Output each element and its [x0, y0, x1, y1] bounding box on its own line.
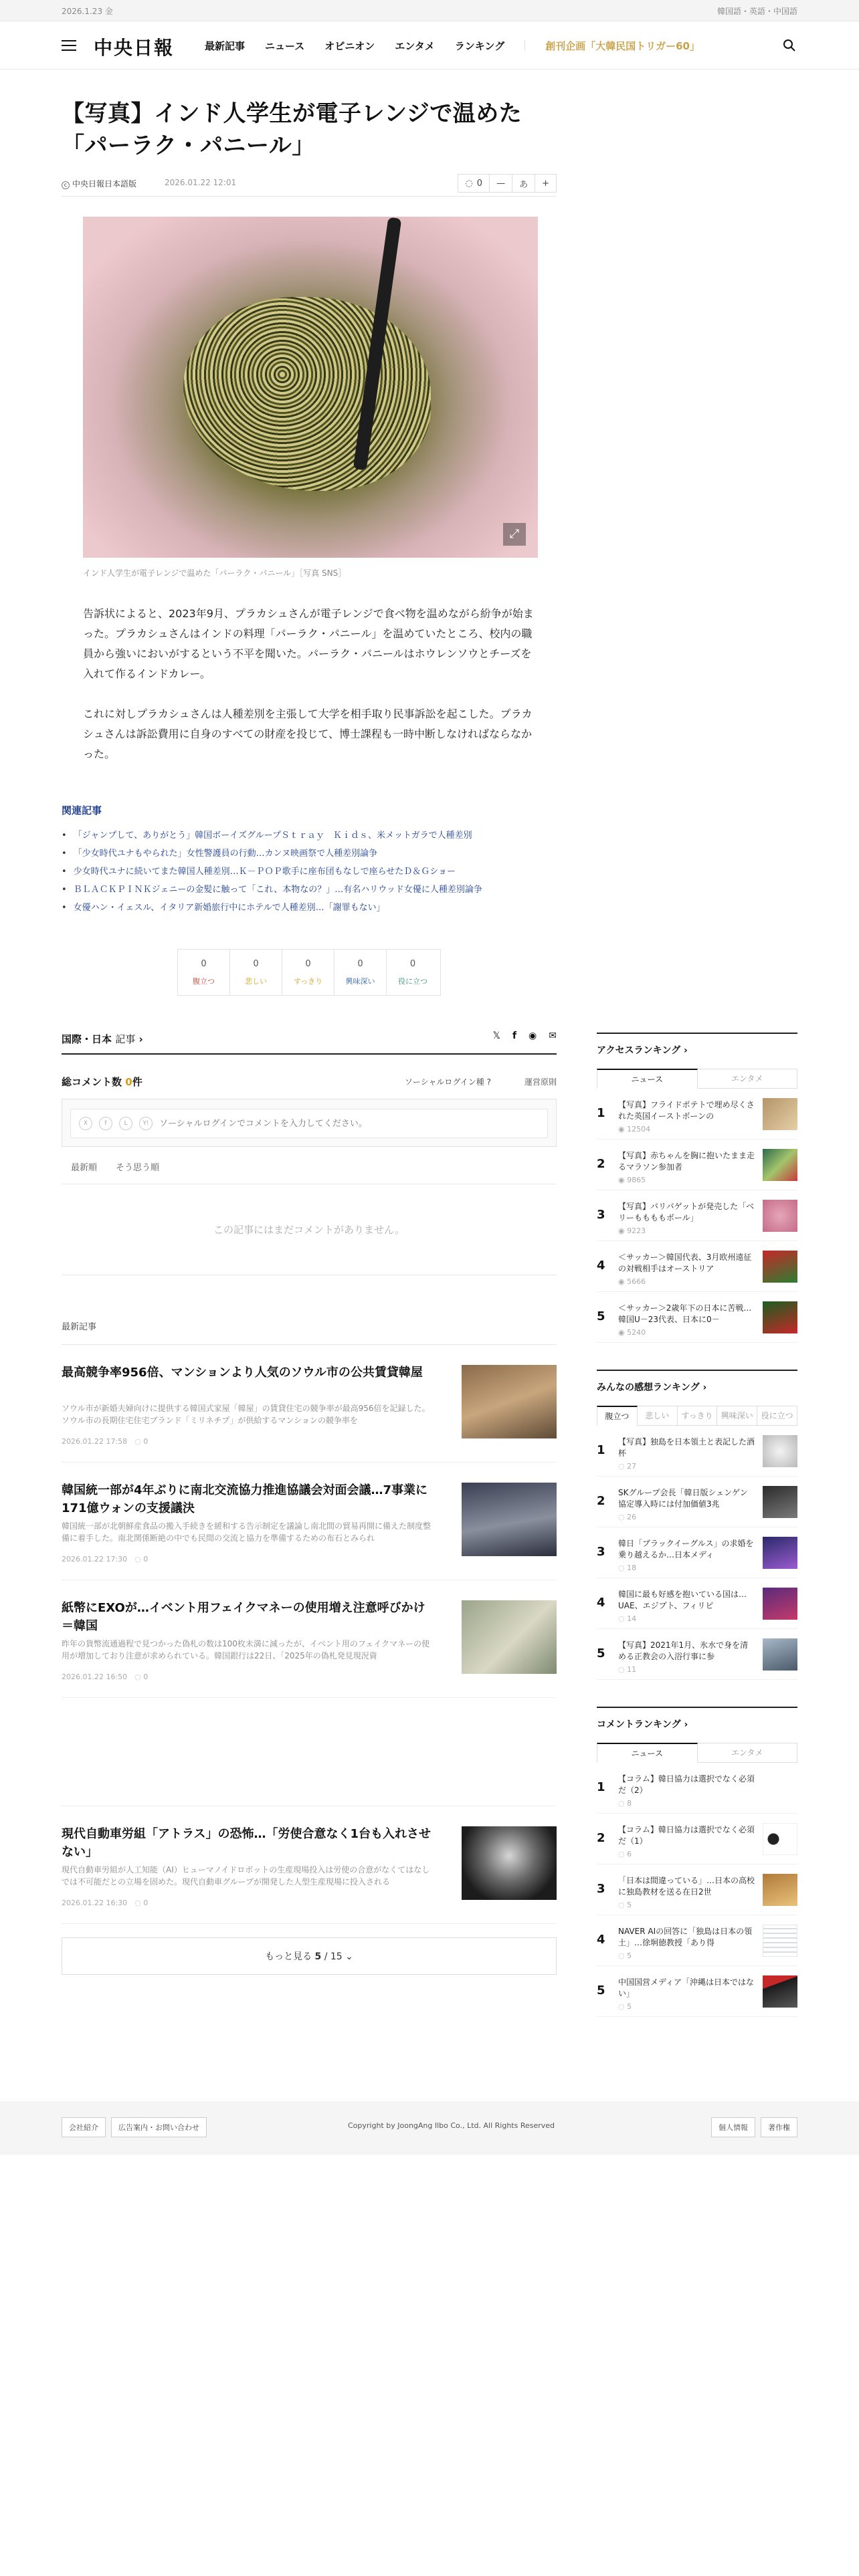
ranking-item[interactable]	[597, 1241, 797, 1292]
eye-icon: ◉	[618, 1226, 625, 1235]
emotion-count: 0	[357, 959, 363, 969]
article-source-name: 中央日報日本語版	[72, 179, 137, 189]
story-title[interactable]: 最高競争率956倍、マンションより人気のソウル市の公共賃貸韓屋	[62, 1366, 423, 1380]
comment-icon: ◌	[465, 178, 473, 189]
story-date-text: 2026.01.22 17:30	[62, 1555, 128, 1564]
comment-icon: ◌	[618, 1901, 625, 1909]
top-utility-bar	[0, 0, 859, 21]
rank-title[interactable]: SKグループ会長「韓日版シェンゲン協定導入時には付加価値3兆	[618, 1488, 748, 1509]
rank-views	[618, 1564, 636, 1572]
eye-icon: ◉	[618, 1328, 625, 1337]
tab-angry[interactable]: 腹立つ	[597, 1406, 638, 1426]
ranking-item[interactable]	[597, 1629, 797, 1680]
story-date	[62, 1671, 148, 1682]
chevron-right-icon: ›	[702, 1382, 707, 1393]
rank-title[interactable]: ＜サッカー＞韓国代表、3月欧州遠征の対戦相手はオーストリア	[618, 1253, 752, 1273]
rank-views-count: 27	[627, 1462, 637, 1471]
rank-views-count: 8	[627, 1799, 632, 1808]
rank-number: 1	[597, 1443, 605, 1457]
story-thumbnail[interactable]	[462, 1600, 557, 1674]
share-buttons	[493, 1031, 557, 1041]
story-date	[62, 1436, 148, 1446]
article-paragraph: これに対しプラカシュさんは人種差別を主張して大学を相手取り民事訴訟を起こした。プラカシュさんは訴訟費用に自身のすべての財産を投じて、博士課程も一時中断しなければならなかった。	[83, 708, 533, 760]
more-total: / 15	[324, 1951, 343, 1962]
access-ranking	[597, 1033, 797, 1343]
emotion-count: 0	[201, 959, 207, 969]
rank-number: 1	[597, 1106, 605, 1120]
rank-thumbnail[interactable]	[763, 1486, 797, 1518]
rank-title[interactable]: 韓日「ブラックイーグルス」の求婚を乗り越えるか…日本メディ	[618, 1539, 754, 1560]
latest-label: 最新記事	[62, 1319, 557, 1345]
access-ranking-title-text: アクセスランキング	[597, 1045, 681, 1056]
rank-thumbnail[interactable]	[763, 1874, 797, 1906]
comment-total-label: 総コメント数	[62, 1076, 122, 1088]
rank-thumbnail[interactable]	[763, 1098, 797, 1130]
related-title: 関連記事	[62, 804, 102, 817]
story-comment-count: 0	[143, 1437, 149, 1446]
rank-views-count: 11	[627, 1665, 637, 1674]
story-thumbnail[interactable]	[462, 1483, 557, 1556]
rank-number: 3	[597, 1545, 605, 1559]
article-meta	[62, 174, 557, 197]
rank-title[interactable]: 「日本は間違っている」…日本の高校に独島教材を送る在日2世	[618, 1876, 755, 1897]
eye-icon: ◉	[618, 1125, 625, 1134]
rank-views	[618, 2002, 632, 2011]
photo-caption: インド人学生が電子レンジで温めた「パーラク・パニール」［写真 SNS］	[83, 568, 347, 578]
sort-agree[interactable]: そう思う順	[116, 1163, 160, 1173]
rank-title[interactable]: 【写真】パリパゲットが発売した「ベリーももももボール」	[618, 1202, 755, 1222]
nav-promo[interactable]: 創刊企画「大韓民国トリガー60」	[545, 40, 700, 52]
rank-title[interactable]: 【写真】独島を日本領土と表記した酒杯	[618, 1437, 755, 1458]
rank-views	[618, 1799, 632, 1808]
article-photo	[83, 217, 538, 558]
footer-right-links	[711, 2117, 797, 2137]
rank-number: 4	[597, 1933, 605, 1947]
emotion-ranking-title[interactable]	[597, 1370, 797, 1396]
emotion-ranking	[597, 1370, 797, 1680]
rank-views-count: 9223	[627, 1226, 646, 1235]
comment-header	[62, 1071, 557, 1091]
comment-icon: ◌	[618, 1799, 625, 1808]
comment-input-wrap	[70, 1109, 548, 1138]
article-body	[83, 604, 538, 764]
site-footer	[0, 2101, 859, 2155]
rank-views	[618, 1176, 646, 1184]
ranking-item[interactable]	[597, 1814, 797, 1864]
rank-number: 3	[597, 1882, 605, 1896]
comment-icon: ◌	[134, 1673, 141, 1681]
tab-sad[interactable]: 悲しい	[638, 1406, 678, 1426]
policy-link[interactable]: 運営原則	[524, 1077, 557, 1087]
rank-title[interactable]: 【コラム】韓日協力は選択でなく必須だ（2）	[618, 1774, 755, 1795]
category-bar	[62, 1021, 557, 1055]
rank-views	[618, 1513, 636, 1521]
story-comment-count: 0	[143, 1673, 149, 1681]
rank-title[interactable]: 【写真】フライドポテトで埋め尽くされた英国イーストボーンの	[618, 1100, 755, 1121]
rank-title[interactable]: 【写真】赤ちゃんを胸に抱いたまま走るマラソン参加者	[618, 1151, 755, 1172]
site-header	[0, 21, 859, 70]
rank-number: 2	[597, 1494, 605, 1508]
nav-latest[interactable]: 最新記事	[205, 40, 246, 52]
tab-entertainment[interactable]: エンタメ	[698, 1069, 798, 1089]
emotion-ranking-title-text: みんなの感想ランキング	[597, 1382, 700, 1393]
comment-ranking-tabs	[597, 1743, 797, 1763]
emotion-count: 0	[305, 959, 311, 969]
tab-interesting[interactable]: 興味深い	[717, 1406, 757, 1426]
story-thumbnail[interactable]	[462, 1826, 557, 1900]
nav-news[interactable]: ニュース	[265, 40, 305, 52]
comment-icon: ◌	[618, 1951, 625, 1960]
social-login-label: ソーシャルログイン種	[404, 1077, 484, 1087]
menu-icon[interactable]	[62, 40, 76, 51]
rank-number: 4	[597, 1259, 605, 1273]
rank-views-count: 6	[627, 1850, 632, 1858]
rank-views-count: 14	[627, 1614, 637, 1623]
latest-story[interactable]	[62, 1806, 557, 1924]
related-link[interactable]: 女優ハン・イェスル、イタリア新婚旅行中にホテルで人種差別…「謝罪もない」	[73, 903, 385, 913]
rank-views-count: 5666	[627, 1277, 646, 1286]
emotion-label: 悲しい	[245, 977, 267, 986]
article-title: 【写真】インド人学生が電子レンジで温めた「パーラク・パニール」	[62, 100, 522, 159]
related-articles	[62, 803, 557, 917]
comment-icon: ◌	[134, 1437, 141, 1446]
ranking-item[interactable]	[597, 1864, 797, 1915]
footer-left-links	[62, 2117, 207, 2137]
rank-views-count: 9865	[627, 1176, 646, 1184]
rank-number: 1	[597, 1780, 605, 1794]
rank-views	[618, 1901, 632, 1909]
latest-story[interactable]	[62, 1580, 557, 1698]
latest-story[interactable]	[62, 1345, 557, 1463]
facebook-login-icon[interactable]: f	[99, 1117, 112, 1130]
comment-sort	[62, 1160, 557, 1184]
rank-views-count: 5240	[627, 1328, 646, 1337]
rank-number: 3	[597, 1208, 605, 1222]
x-share-icon[interactable]: 𝕏	[492, 1031, 500, 1041]
related-link[interactable]: ＢＬＡＣＫＰＩＮＫジェニーの金髪に触って「これ、本物なの？」…有名ハリウッド女優に人種差別論争	[73, 885, 482, 895]
font-size-indicator: あ	[512, 174, 535, 193]
rank-title[interactable]: NAVER AIの回答に「独島は日本の領土」…徐坰徳教授「あり得	[618, 1927, 753, 1947]
ranking-item[interactable]	[597, 1763, 797, 1814]
nav-divider	[524, 40, 525, 51]
rank-views-count: 12504	[627, 1125, 651, 1134]
emotion-count: 0	[409, 959, 416, 969]
rank-views	[618, 1328, 646, 1337]
story-date	[62, 1553, 148, 1564]
comment-input[interactable]	[159, 1119, 454, 1129]
rank-title[interactable]: 【コラム】韓日協力は選択でなく必須だ（1）	[618, 1825, 755, 1846]
story-summary: 現代自動車労組が人工知能（AI）ヒューマノイドロボットの生産現場投入は労使の合意がなくてはなしでは不可能だとの立場を固めた。現代自動車グループが開発した人型生産現場に投入される	[62, 1865, 430, 1887]
ranking-item[interactable]	[597, 1477, 797, 1527]
comment-icon: ◌	[618, 1564, 625, 1572]
story-title[interactable]: 韓国統一部が4年ぶりに南北交流協力推進協議会対面会議…7事業に171億ウォンの支援議決	[62, 1483, 428, 1515]
story-date-text: 2026.01.22 16:50	[62, 1673, 128, 1681]
related-link[interactable]: 少女時代ユナに続いてまた韓国人種差別…Ｋ－ＰＯＰ歌手に座布団もなしで座らせたＤ＆Ｇショー	[73, 867, 456, 877]
chevron-right-icon: ›	[138, 1033, 143, 1045]
photo-dish	[183, 297, 431, 491]
font-increase-button[interactable]: +	[535, 174, 557, 193]
ad-space	[62, 1698, 557, 1806]
footer-copyright: Copyright by JoongAng Ilbo Co., Ltd. All Rights Reserved	[348, 2121, 555, 2130]
comment-ranking	[597, 1707, 797, 2017]
emotion-label: すっきり	[293, 977, 323, 986]
comment-box	[62, 1099, 557, 1147]
comment-icon: ◌	[618, 2002, 625, 2011]
story-summary: 昨年の貨幣流通過程で見つかった偽札の数は100枚未満に減ったが、イベント用のフェイクマネーの使用が増加しており注意が求められている。韓国銀行は22日、「2025年の偽札発見現況資	[62, 1639, 430, 1660]
expand-icon[interactable]: ⤢	[503, 523, 526, 546]
story-comment-count: 0	[143, 1555, 149, 1564]
rank-views-count: 5	[627, 1951, 632, 1960]
comment-icon: ◌	[618, 1513, 625, 1521]
chevron-right-icon: ›	[684, 1045, 688, 1056]
article-tools	[458, 174, 557, 193]
rank-thumbnail[interactable]	[763, 1301, 797, 1333]
social-login-link[interactable]	[405, 1076, 491, 1087]
story-summary: ソウル市が新婚夫婦向けに提供する韓国式家屋「韓屋」の賃貸住宅の競争率が最高956倍を記録した。ソウル市の長期住宅住宅ブランド「ミリネチプ」が供給するマンションの競争率を	[62, 1404, 430, 1425]
rank-thumbnail[interactable]	[763, 1251, 797, 1283]
emotion-sad[interactable]	[230, 950, 282, 995]
rank-views	[618, 1277, 646, 1286]
emotion-refreshing[interactable]	[282, 950, 335, 995]
x-login-icon[interactable]: X	[79, 1117, 92, 1130]
story-comment-count: 0	[143, 1899, 149, 1907]
eye-icon: ◉	[618, 1176, 625, 1184]
ranking-item[interactable]	[597, 1966, 797, 2017]
eye-icon: ◉	[618, 1277, 625, 1286]
comment-ranking-title[interactable]	[597, 1707, 797, 1733]
main-nav	[205, 39, 700, 53]
emotion-interesting[interactable]	[335, 950, 387, 995]
load-more-button[interactable]	[62, 1937, 557, 1975]
ranking-item[interactable]	[597, 1292, 797, 1343]
email-share-icon[interactable]: ✉	[549, 1031, 557, 1041]
emotion-ranking-tabs	[597, 1406, 797, 1426]
story-summary: 韓国統一部が北朝鮮産食品の搬入手続きを緩和する告示制定を議論し南北間の貿易再開に備えた制度整備に着手した。南北関係断絶の中でも民間の交流と協力を準備するための布石とみられ	[62, 1521, 432, 1543]
rank-thumbnail[interactable]	[763, 1925, 797, 1957]
rank-views	[618, 1125, 650, 1134]
emotion-label: 腹立つ	[193, 977, 215, 986]
font-decrease-button[interactable]: —	[490, 174, 512, 193]
comment-icon: ◌	[618, 1614, 625, 1623]
rank-number: 2	[597, 1157, 605, 1171]
rank-number: 5	[597, 1983, 605, 1998]
rank-views	[618, 1665, 636, 1674]
more-page: 5	[314, 1951, 322, 1962]
rank-thumbnail[interactable]	[763, 1823, 797, 1855]
related-link[interactable]: 「ジャンプして、ありがとう」韓国ボーイズグループＳｔｒａｙ Ｋｉｄｓ、米メットガラで人種差別	[73, 831, 472, 841]
rank-title[interactable]: 【写真】2021年1月、氷水で身を清める正教会の入浴行事に参	[618, 1640, 749, 1661]
tab-useful[interactable]: 役に立つ	[757, 1406, 797, 1426]
rank-thumbnail[interactable]	[763, 1435, 797, 1467]
rank-views	[618, 1462, 636, 1471]
current-date: 2026.1.23 金	[62, 7, 113, 16]
emotion-count: 0	[253, 959, 259, 969]
article-timestamp: 2026.01.22 12:01	[165, 178, 237, 187]
ranking-item[interactable]	[597, 1915, 797, 1966]
rank-views	[618, 1614, 636, 1623]
comment-count: 0	[476, 178, 483, 189]
footer-privacy[interactable]: 個人情報	[711, 2117, 755, 2137]
yahoo-login-icon[interactable]: Y!	[139, 1117, 153, 1130]
line-share-icon[interactable]: ◉	[529, 1031, 537, 1041]
rank-thumbnail[interactable]	[763, 1588, 797, 1620]
rank-views-count: 5	[627, 2002, 632, 2011]
comment-total	[62, 1075, 142, 1089]
category-link[interactable]	[62, 1032, 143, 1046]
emotion-buttons	[177, 949, 441, 996]
facebook-share-icon[interactable]: f	[512, 1031, 517, 1041]
more-label: もっと見る	[265, 1951, 312, 1962]
comment-icon: ◌	[618, 1850, 625, 1858]
related-link[interactable]: 「少女時代ユナもやられた」女性警護員の行動…カンヌ映画祭で人種差別論争	[73, 849, 378, 859]
rank-views-count: 18	[627, 1564, 637, 1572]
line-login-icon[interactable]: L	[119, 1117, 132, 1130]
ranking-item[interactable]	[597, 1578, 797, 1629]
story-date-text: 2026.01.22 17:58	[62, 1437, 128, 1446]
comment-total-suffix: 件	[132, 1076, 142, 1088]
comment-total-count: 0	[125, 1076, 132, 1088]
site-logo[interactable]: 中央日報	[94, 37, 175, 59]
access-ranking-tabs	[597, 1069, 797, 1089]
story-date	[62, 1897, 148, 1908]
story-date-text: 2026.01.22 16:30	[62, 1899, 128, 1907]
rank-views-count: 26	[627, 1513, 637, 1521]
sidebar	[597, 1033, 797, 2044]
rank-number: 4	[597, 1596, 605, 1610]
article-paragraph: 告訴状によると、2023年9月、プラカシュさんが電子レンジで食べ物を温めながら紛争が始まった。プラカシュさんはインドの料理「パーラク・パニール」を温めていたところ、校内の職員から強いにおいがするという不平を聞いた。パーラク・パニールはホウレンソウとチーズを入れて作るインドカレー。	[83, 607, 534, 680]
rank-views	[618, 1226, 646, 1235]
rank-thumbnail[interactable]	[763, 1975, 797, 2008]
footer-advertising[interactable]: 広告案内・お問い合わせ	[111, 2117, 207, 2137]
ranking-item[interactable]	[597, 1190, 797, 1241]
emotion-useful[interactable]	[387, 950, 439, 995]
rank-thumbnail[interactable]	[763, 1537, 797, 1569]
emotion-label: 役に立つ	[398, 977, 427, 986]
category-suffix: 記事	[115, 1033, 136, 1045]
ranking-item[interactable]	[597, 1527, 797, 1578]
chevron-down-icon: ⌄	[345, 1951, 353, 1962]
rank-thumbnail[interactable]	[763, 1200, 797, 1232]
rank-number: 5	[597, 1309, 605, 1323]
article	[62, 70, 557, 1975]
comment-icon: ◌	[618, 1462, 625, 1471]
emotion-angry[interactable]	[178, 950, 230, 995]
rank-thumbnail[interactable]	[763, 1149, 797, 1181]
footer-copyright-link[interactable]: 著作権	[761, 2117, 797, 2137]
access-ranking-title[interactable]	[597, 1033, 797, 1059]
footer-company[interactable]: 会社紹介	[62, 2117, 106, 2137]
search-icon[interactable]	[783, 39, 796, 52]
story-title[interactable]: 現代自動車労組「アトラス」の恐怖…「労使合意なく1台も入れさせない」	[62, 1827, 431, 1859]
rank-title[interactable]: 韓国に最も好感を抱いている国は…UAE、エジプト、フィリピ	[618, 1590, 747, 1610]
tab-news[interactable]: ニュース	[597, 1069, 698, 1089]
nav-opinion[interactable]: オピニオン	[324, 40, 375, 52]
comment-icon: ◌	[618, 1665, 625, 1674]
ranking-item[interactable]	[597, 1089, 797, 1140]
rank-number: 2	[597, 1831, 605, 1845]
comment-icon: ◌	[134, 1555, 141, 1564]
rank-title[interactable]: 中国国営メディア「沖縄は日本ではない」	[618, 1977, 755, 1998]
comment-count-button[interactable]	[458, 174, 490, 193]
tab-news[interactable]: ニュース	[597, 1743, 698, 1763]
tab-refreshing[interactable]: すっきり	[678, 1406, 718, 1426]
category-label: 国際・日本	[62, 1033, 112, 1045]
comment-icon: ◌	[134, 1899, 141, 1907]
tab-entertainment[interactable]: エンタメ	[698, 1743, 798, 1763]
story-thumbnail[interactable]	[462, 1365, 557, 1438]
chevron-right-icon: ›	[684, 1719, 688, 1730]
article-source	[62, 178, 136, 189]
nav-entertainment[interactable]: エンタメ	[395, 40, 435, 52]
rank-title[interactable]: ＜サッカー＞2歳年下の日本に苦戦…韓国U－23代表、日本に0－	[618, 1303, 752, 1324]
language-links[interactable]: 韓国語・英語・中国語	[717, 7, 797, 16]
rank-views	[618, 1850, 632, 1858]
emotion-label: 興味深い	[345, 977, 375, 986]
ranking-item[interactable]	[597, 1426, 797, 1477]
latest-story[interactable]	[62, 1463, 557, 1580]
no-comments-message: この記事にはまだコメントがありません。	[62, 1184, 557, 1275]
rank-views-count: 5	[627, 1901, 632, 1909]
ranking-item[interactable]	[597, 1140, 797, 1190]
help-icon: ?	[486, 1077, 491, 1087]
nav-ranking[interactable]: ランキング	[454, 40, 505, 52]
rank-number: 5	[597, 1646, 605, 1660]
sort-latest[interactable]: 最新順	[71, 1163, 98, 1173]
copyright-icon: c	[62, 181, 70, 189]
story-title[interactable]: 紙幣にEXOが…イベント用フェイクマネーの使用増え注意呼びかけ＝韓国	[62, 1601, 425, 1633]
comment-ranking-title-text: コメントランキング	[597, 1719, 681, 1730]
rank-thumbnail[interactable]	[763, 1638, 797, 1671]
rank-views	[618, 1951, 632, 1960]
